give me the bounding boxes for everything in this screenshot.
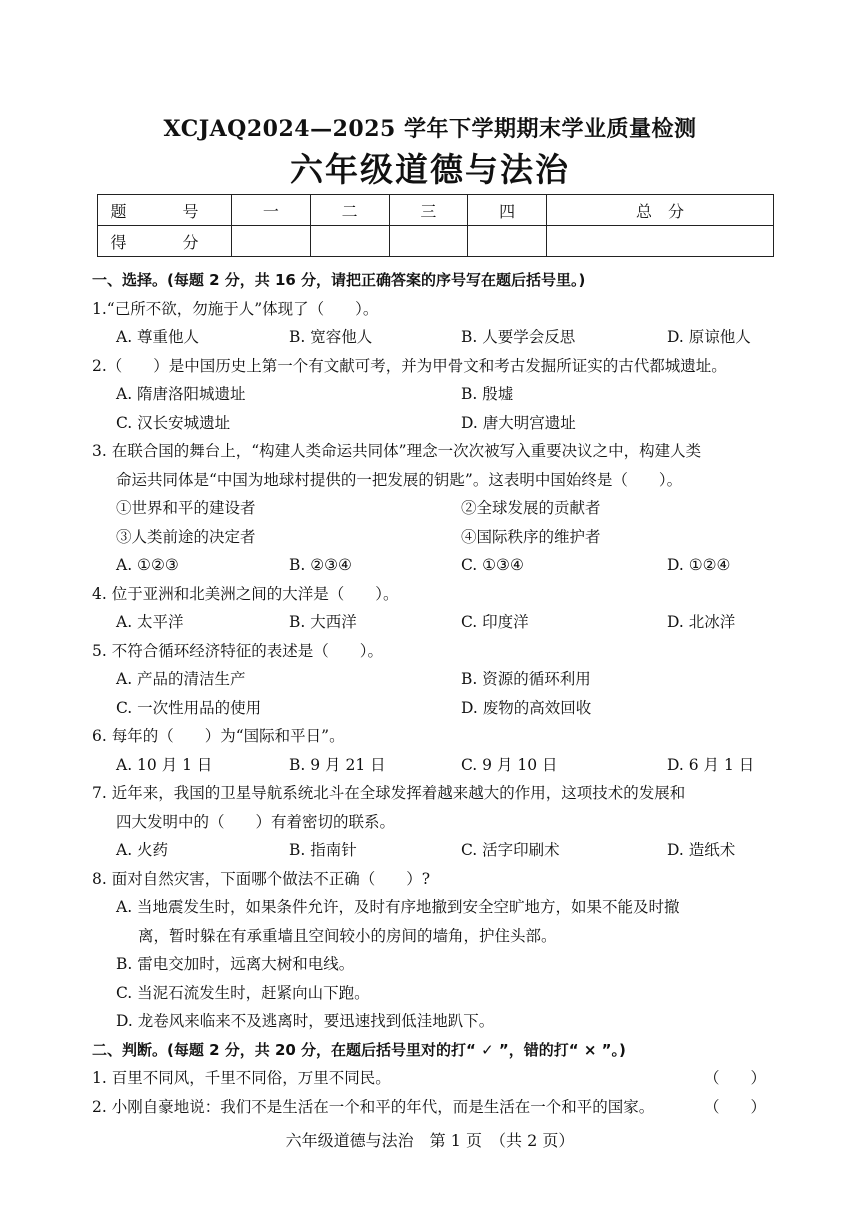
option: B. 殷墟 [461,385,514,403]
items-row [92,494,772,523]
options-row [92,551,772,580]
option: A. 当地震发生时，如果条件允许，及时有序地撤到安全空旷地方，如果不能及时撤 [116,898,680,916]
options-row [92,380,772,409]
option: C. 汉长安城遗址 [116,413,231,432]
score-cell: 一 [232,195,311,226]
option: C. 当泥石流发生时，赶紧向山下跑。 [116,983,370,1002]
score-blank [389,226,468,257]
option: B. 人要学会反思 [461,328,576,346]
options-row [92,665,772,694]
question-stem: 4. 位于亚洲和北美洲之间的大洋是（ ）。 [92,584,399,603]
option: B. 9 月 21 日 [289,755,386,774]
score-cell: 得 分 [98,226,232,257]
options-row [92,694,772,723]
question-stem: 7. 近年来，我国的卫星导航系统北斗在全球发挥着越来越大的作用，这项技术的发展和 [92,784,686,802]
option: A. 尊重他人 [116,328,200,346]
question-stem: 6. 每年的（ ）为“国际和平日”。 [92,727,345,745]
option: C. 印度洋 [461,613,529,631]
option: A. 太平洋 [116,613,184,631]
statement-item: ③人类前途的决定者 [116,527,256,546]
score-table-header-row [98,195,774,226]
question-stem: 1.“己所不欲，勿施于人”体现了（ ）。 [92,299,379,318]
subject-title: 六年级道德与法治 [290,150,570,189]
option: B. 宽容他人 [289,328,373,346]
score-cell: 二 [310,195,389,226]
question-stem-cont: 命运共同体是“中国为地球村提供的一把发展的钥匙”。这表明中国始终是（ ）。 [116,470,683,489]
answer-bracket: （ ） [703,1097,766,1116]
option: B. 资源的循环利用 [461,670,591,688]
option: D. 北冰洋 [667,613,736,631]
option: C. 一次性用品的使用 [116,698,262,717]
option: A. ①②③ [116,556,179,574]
options-row [92,836,772,865]
question-stem: 5. 不符合循环经济特征的表述是（ ）。 [92,641,383,660]
exam-title: XCJAQ2024—2025 学年下学期期末学业质量检测 [163,116,697,142]
question-stem: 3. 在联合国的舞台上，“构建人类命运共同体”理念一次次被写入重要决议之中，构建人类 [92,442,702,460]
option: D. 原谅他人 [667,328,751,346]
question-stem: 2.（ ）是中国历史上第一个有文献可考，并为甲骨文和考古发掘所证实的古代都城遗址。 [92,356,727,375]
items-row [92,523,772,552]
option-cont: 离，暂时躲在有承重墙且空间较小的房间的墙角，护住头部。 [138,926,557,945]
judgment-text: 1. 百里不同风，千里不同俗，万里不同民。 [92,1069,391,1087]
score-table [97,194,774,257]
option: D. ①②④ [667,556,731,574]
score-blank [468,226,547,257]
option: A. 火药 [116,841,169,859]
score-cell: 四 [468,195,547,226]
score-cell: 总 分 [547,195,774,226]
judgment-item [92,1064,772,1093]
option: B. ②③④ [289,556,352,574]
section-heading: 一、选择。(每题 2 分，共 16 分，请把正确答案的序号写在题后括号里。) [92,271,586,289]
options-row [92,751,772,780]
option: C. ①③④ [461,556,524,574]
question-stem: 8. 面对自然灾害，下面哪个做法不正确（ ）? [92,869,431,888]
question-stem-cont: 四大发明中的（ ）有着密切的联系。 [116,812,396,831]
score-blank [232,226,311,257]
option: A. 10 月 1 日 [116,755,213,774]
option: B. 大西洋 [289,613,357,631]
option: D. 6 月 1 日 [667,755,755,774]
exam-content [92,266,772,1121]
option: D. 唐大明宫遗址 [461,413,576,432]
option: B. 雷电交加时，远离大树和电线。 [116,955,355,973]
options-row [92,608,772,637]
option: A. 隋唐洛阳城遗址 [116,385,246,403]
option: D. 造纸术 [667,841,736,859]
option: C. 9 月 10 日 [461,755,558,774]
option: D. 龙卷风来临来不及逃离时，要迅速找到低洼地趴下。 [116,1012,495,1030]
section-heading: 二、判断。(每题 2 分，共 20 分，在题后括号里对的打“ ✓ ”，错的打“ × ”。) [92,1040,626,1059]
judgment-text: 2. 小刚自豪地说：我们不是生活在一个和平的年代，而是生活在一个和平的国家。 [92,1097,655,1116]
statement-item: ①世界和平的建设者 [116,499,256,517]
options-row [92,323,772,352]
option: D. 废物的高效回收 [461,698,592,717]
statement-item: ②全球发展的贡献者 [461,499,601,517]
options-row [92,409,772,438]
page-footer: 六年级道德与法治 第 1 页 （共 2 页） [285,1131,575,1150]
score-table-score-row [98,226,774,257]
option: C. 活字印刷术 [461,841,560,859]
score-cell: 题 号 [98,195,232,226]
score-cell: 三 [389,195,468,226]
score-blank [547,226,774,257]
option: B. 指南针 [289,841,357,859]
answer-bracket: （ ） [703,1069,766,1087]
statement-item: ④国际秩序的维护者 [461,527,601,546]
option: A. 产品的清洁生产 [116,670,246,688]
judgment-item [92,1093,772,1122]
score-blank [310,226,389,257]
